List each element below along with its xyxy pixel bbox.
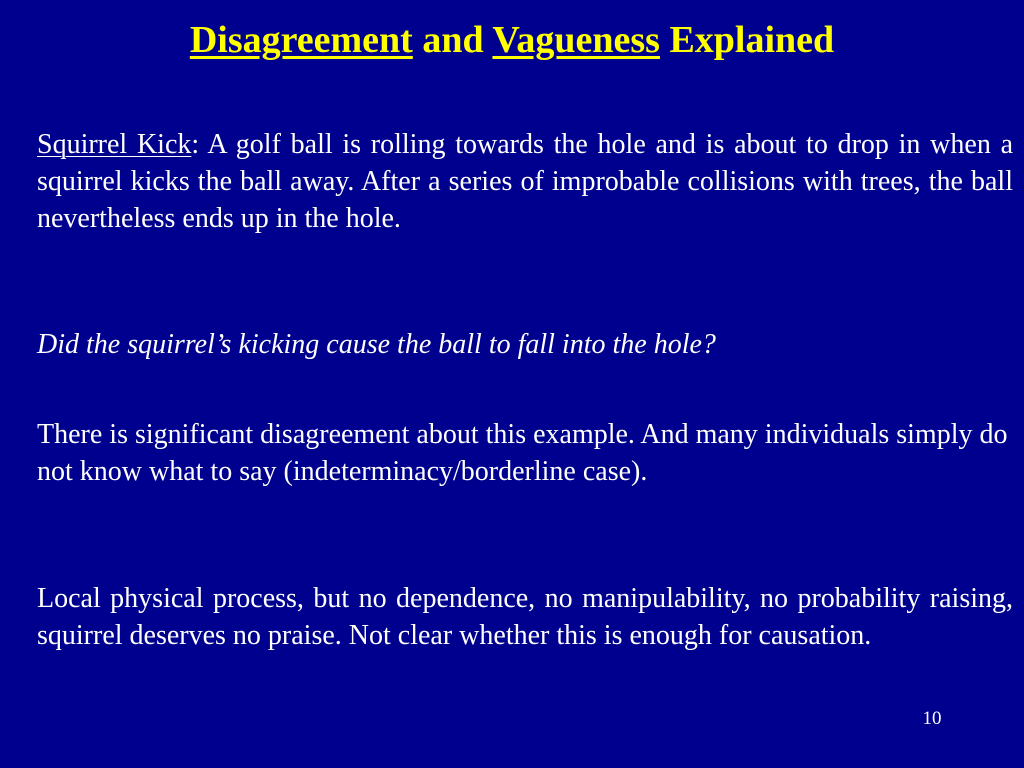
squirrel-kick-label: Squirrel Kick <box>37 129 192 160</box>
title-word-vagueness: Vagueness <box>492 19 660 61</box>
title-word-disagreement: Disagreement <box>189 19 413 61</box>
paragraph-local-process: Local physical process, but no dependence, no manipulability, no probability raising, squirrel deserves no praise. Not clear whether this is enough for causation. <box>37 583 1013 651</box>
paragraph-disagreement: There is significant disagreement about this example. And many individuals simply do not know what to say (indeterminacy/borderline case). <box>37 419 1008 487</box>
paragraph-question: Did the squirrel’s kicking cause the ball to fall into the hole? <box>37 329 716 360</box>
paragraph-squirrel-kick <box>37 126 1013 237</box>
slide-title <box>0 16 1024 64</box>
page-number: 10 <box>922 708 942 729</box>
title-word-explained: Explained <box>659 19 835 61</box>
title-separator-and: and <box>412 19 493 61</box>
squirrel-kick-text: : A golf ball is rolling towards the hole and is about to drop in when a squirrel kicks the ball away. After a series of improbable collisions with trees, the ball nevertheless ends up in the hole. <box>37 129 1014 234</box>
